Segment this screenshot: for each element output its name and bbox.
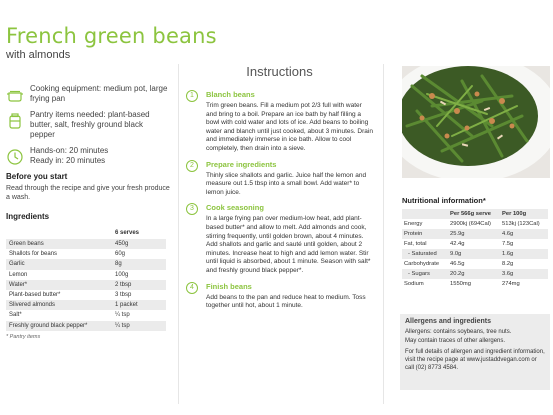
table-row [6, 290, 166, 300]
allergens-heading: Allergens and ingredients [405, 318, 491, 325]
step-title: Finish beans [206, 281, 252, 291]
col-per-100g: Per 100g [500, 209, 548, 219]
nutrient-per100: 8.2g [502, 261, 514, 267]
col-per-serve: Per 566g serve [448, 209, 500, 219]
ingredient-qty: 450g [112, 239, 166, 249]
ingredient-qty: 8g [112, 259, 166, 269]
ingredients-header-row [6, 227, 166, 239]
nutrient-serve: 9.0g [448, 249, 500, 259]
nutrient-serve: 42.4g [450, 241, 465, 247]
nutrient-per100: 7.5g [502, 241, 514, 247]
nutrient-per100: 513kj (123Cal) [502, 221, 540, 227]
ingredient-qty: 3 tbsp [115, 292, 132, 299]
nutrition-table [402, 209, 548, 289]
pot-icon [6, 86, 24, 104]
ingredient-name: Freshly ground black pepper* [6, 321, 112, 331]
nutrition-panel [402, 196, 550, 289]
step-title: Cook seasoning [206, 203, 264, 213]
pantry-icon [6, 112, 24, 130]
table-row [6, 259, 166, 269]
allergens-box [400, 314, 550, 390]
nutrient-per100: 274mg [502, 281, 520, 287]
table-row [402, 219, 548, 229]
step-text: Thinly slice shallots and garlic. Juice half the lemon and measure out 1.5 tbsp into a small bowl. Add water* to lemon juice. [206, 171, 367, 196]
hands-on-time: Hands-on: 20 minutes [30, 146, 109, 155]
nutrient-name: - Saturated [402, 249, 448, 259]
table-row [6, 321, 166, 331]
column-divider-left [178, 64, 179, 404]
nutrient-per100: 4.6g [500, 229, 548, 239]
step-text: Trim green beans. Fill a medium pot 2/3 full with water and bring to a boil. Prepare an ice bath by half filling a bowl with cold water and lots of ice. Add beans to boiling water and blanch until just cooked, about 3 minutes. Drain and immediately immerse in ice bath. Allow to cool completely, then drain into a sieve. [206, 102, 373, 152]
step-text: In a large frying pan over medium-low heat, add plant-based butter* and allow to melt. Add almonds and cook, stirring frequently, until golden brown, about 4 minutes. Add shallots and garlic and sauté until golden, about 2 minutes. Increase heat to high and add lemon water. Stir until liquid is absorbed, about 1 minute. Season with salt* and freshly ground black pepper*. [206, 215, 371, 274]
clock-icon [6, 148, 24, 166]
table-row [402, 249, 548, 259]
serves-label: 6 serves [112, 227, 166, 239]
ingredient-name: Slivered almonds [6, 300, 112, 310]
nutrition-header-blank [402, 209, 448, 219]
instruction-step [186, 160, 373, 198]
table-row [6, 249, 166, 259]
ingredient-qty: ¼ tsp [112, 321, 166, 331]
before-heading: Before you start [6, 172, 68, 181]
recipe-subtitle: with almonds [6, 49, 71, 61]
ingredient-qty: 100g [115, 271, 129, 278]
table-row [402, 279, 548, 289]
ingredients-header-blank [6, 227, 112, 239]
before-text: Read through the recipe and give your fresh produce a wash. [6, 185, 170, 201]
step-title: Prepare ingredients [206, 159, 277, 169]
table-row [6, 310, 166, 320]
table-row [6, 300, 166, 310]
ingredients-heading: Ingredients [6, 212, 50, 221]
instruction-step [186, 90, 373, 154]
table-row [402, 229, 548, 239]
ready-in-time: Ready in: 20 minutes [30, 156, 106, 165]
table-row [402, 269, 548, 279]
allergens-details: For full details of allergen and ingredient information, visit the recipe page at www.justaddvegan.com or call (02) 8773 4584. [405, 349, 545, 371]
equipment-text: Cooking equipment: medium pot, large frying pan [30, 84, 168, 103]
ingredient-name: Green beans [6, 239, 112, 249]
ingredients-table [6, 227, 166, 331]
ingredient-qty: 2 tbsp [112, 280, 166, 290]
instructions-list [186, 88, 373, 317]
instruction-step [186, 282, 373, 311]
nutrient-per100: 3.6g [500, 269, 548, 279]
allergens-contains: Allergens: contains soybeans, tree nuts. [405, 329, 512, 335]
dish-photo [402, 66, 550, 178]
pantry-info [6, 110, 170, 140]
allergens-traces: May contain traces of other allergens. [405, 338, 506, 344]
nutrient-serve: 1550mg [450, 281, 471, 287]
table-row [6, 280, 166, 290]
left-column [6, 84, 170, 340]
ingredient-name: Plant-based butter* [9, 292, 61, 299]
ingredient-qty: 1 packet [112, 300, 166, 310]
ingredient-name: Shallots for beans [9, 251, 58, 258]
nutrient-name: Carbohydrate [404, 261, 440, 267]
ingredient-name: Salt* [9, 312, 22, 319]
ingredient-name: Water* [6, 280, 112, 290]
nutrient-serve: 46.5g [450, 261, 465, 267]
ingredient-name: Lemon [9, 271, 28, 278]
pantry-text: Pantry items needed: plant-based butter, salt, freshly ground black pepper [30, 110, 150, 139]
time-info [6, 146, 170, 166]
ingredient-name: Garlic [6, 259, 112, 269]
nutrient-name: - Sugars [402, 269, 448, 279]
nutrition-heading: Nutritional information* [402, 196, 486, 205]
recipe-title: French green beans [6, 24, 217, 48]
instruction-step [186, 203, 373, 275]
time-text [30, 146, 108, 166]
ingredient-qty: 60g [115, 251, 126, 258]
nutrient-serve: 20.2g [448, 269, 500, 279]
nutrient-name: Fat, total [404, 241, 427, 247]
nutrient-name: Energy [404, 221, 423, 227]
nutrient-serve: 25.9g [448, 229, 500, 239]
nutrient-per100: 1.6g [500, 249, 548, 259]
equipment-info [6, 84, 170, 104]
table-row [6, 239, 166, 249]
nutrient-name: Sodium [404, 281, 424, 287]
step-number-badge: 1 [186, 90, 198, 102]
instructions-heading: Instructions [246, 64, 313, 79]
table-row [402, 259, 548, 269]
column-divider-right [383, 64, 384, 404]
nutrient-name: Protein [402, 229, 448, 239]
nutrient-serve: 2900kj (694Cal) [450, 221, 491, 227]
step-number-badge: 2 [186, 160, 198, 172]
step-number-badge: 4 [186, 282, 198, 294]
step-number-badge: 3 [186, 203, 198, 215]
ingredient-qty: ¼ tsp [115, 312, 130, 319]
step-title: Blanch beans [206, 90, 255, 99]
table-row [6, 270, 166, 280]
pantry-footnote: * Pantry items [6, 333, 41, 340]
table-row [402, 239, 548, 249]
nutrition-header-row [402, 209, 548, 219]
step-text: Add beans to the pan and reduce heat to medium. Toss together until hot, about 1 minute. [206, 293, 366, 310]
